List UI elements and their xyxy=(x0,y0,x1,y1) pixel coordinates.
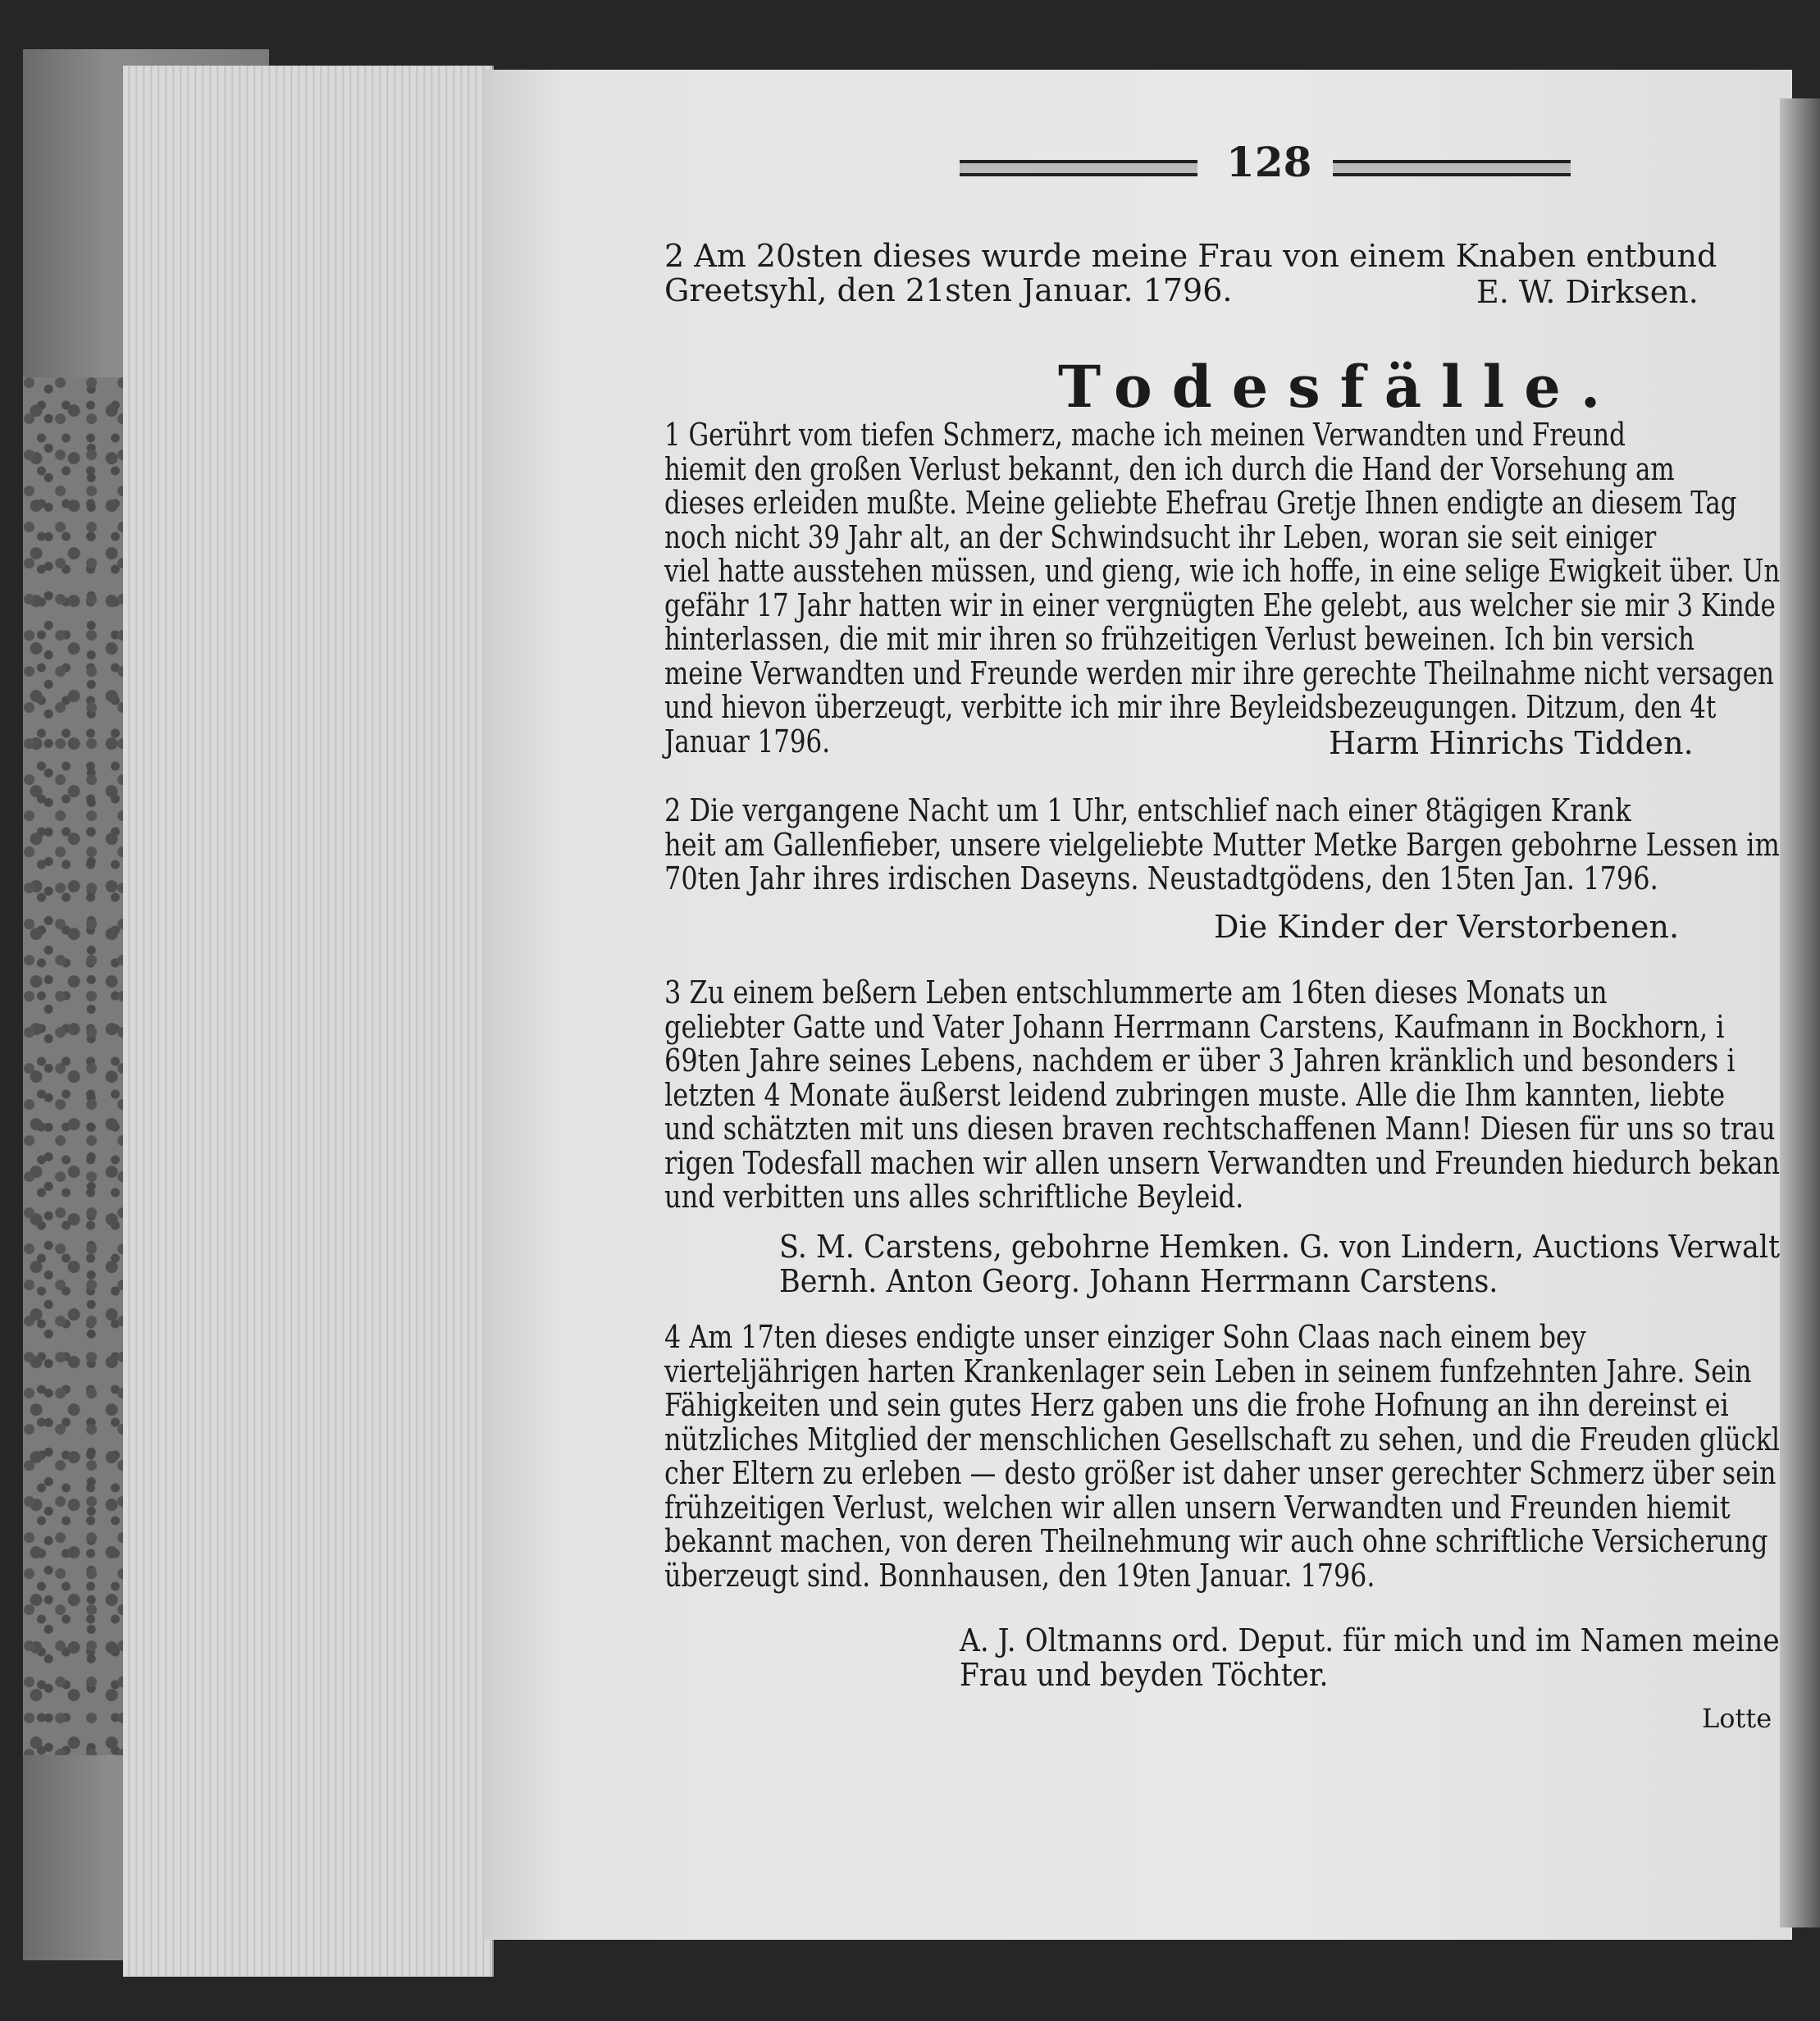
text-line: heit am Gallenfieber, unsere vielgeliebte Mutter Metke Bargen gebohrne Lessen im xyxy=(664,826,1780,863)
text-line: nützliches Mitglied der menschlichen Gesellschaft zu sehen, und die Freuden glückl xyxy=(664,1421,1780,1458)
text-line: frühzeitigen Verlust, welchen wir allen unsern Verwandten und Freunden hiemit xyxy=(664,1489,1731,1526)
text-line: viel hatte ausstehen müssen, und gieng, wie ich hoffe, in eine selige Ewigkeit über. Un xyxy=(664,553,1781,589)
page-edges xyxy=(123,66,494,1977)
text-line: geliebter Gatte und Vater Johann Herrmann Carstens, Kaufmann in Bockhorn, i xyxy=(664,1008,1725,1045)
text-line: dieses erleiden mußte. Meine geliebte Ehefrau Gretje Ihnen endigte an diesem Tag xyxy=(664,485,1737,521)
text-line: 4 Am 17ten dieses endigte unser einziger Sohn Claas nach einem bey xyxy=(664,1319,1586,1355)
signature-line: S. M. Carstens, gebohrne Hemken. G. von Lindern, Auctions Verwalt xyxy=(779,1229,1781,1265)
text-line: Fähigkeiten und sein gutes Herz gaben uns die frohe Hofnung an ihn dereinst ei xyxy=(664,1387,1729,1423)
text-line: und hievon überzeugt, verbitte ich mir ihre Beyleidsbezeugungen. Ditzum, den 4t xyxy=(664,689,1717,725)
text-line: Januar 1796. xyxy=(664,723,831,760)
death-notice-2 xyxy=(664,794,1820,896)
section-heading: Todesfälle. xyxy=(1058,353,1621,421)
text-line: bekannt machen, von deren Theilnehmung wir auch ohne schriftliche Versicherung xyxy=(664,1523,1768,1559)
page-number: 128 xyxy=(1226,138,1312,186)
text-line: hinterlassen, die mit mir ihren so frühzeitigen Verlust beweinen. Ich bin versich xyxy=(664,621,1695,657)
text-line: und schätzten mit uns diesen braven rechtschaffenen Mann! Diesen für uns so trau xyxy=(664,1111,1776,1147)
text-line: 1 Gerührt vom tiefen Schmerz, mache ich meinen Verwandten und Freund xyxy=(664,417,1626,453)
death-notice-4 xyxy=(664,1321,1820,1593)
text-line: meine Verwandten und Freunde werden mir ihre gerechte Theilnahme nicht versagen xyxy=(664,655,1774,691)
header-rule-right xyxy=(1333,160,1571,176)
text-line: 69ten Jahre seines Lebens, nachdem er über 3 Jahren kränklich und besonders i xyxy=(664,1042,1736,1079)
text-line: 70ten Jahr ihres irdischen Daseyns. Neustadtgödens, den 15ten Jan. 1796. xyxy=(664,860,1658,896)
catchword: Lotte xyxy=(1702,1703,1772,1734)
text-line: gefähr 17 Jahr hatten wir in einer vergnügten Ehe gelebt, aus welcher sie mir 3 Kinde xyxy=(664,586,1776,623)
death-notice-1-signature: Harm Hinrichs Tidden. xyxy=(1329,725,1694,761)
death-notice-2-signature: Die Kinder der Verstorbenen. xyxy=(1214,909,1680,945)
text-line: cher Eltern zu erleben — desto größer ist daher unser gerechter Schmerz über sein xyxy=(664,1455,1777,1491)
death-notice-1 xyxy=(664,418,1820,759)
text-line: rigen Todesfall machen wir allen unsern Verwandten und Freunden hiedurch bekan xyxy=(664,1144,1780,1181)
text-line: und verbitten uns alles schriftliche Beyleid. xyxy=(664,1179,1244,1215)
text-line: Greetsyhl, den 21sten Januar. 1796. xyxy=(664,271,1233,308)
text-line: 2 Die vergangene Nacht um 1 Uhr, entschlief nach einer 8tägigen Krank xyxy=(664,792,1631,828)
death-notice-4-signatures xyxy=(960,1624,1820,1692)
text-line: 2 Am 20sten dieses wurde meine Frau von einem Knaben entbund xyxy=(664,238,1717,274)
text-line: vierteljährigen harten Krankenlager sein Leben in seinem funfzehnten Jahre. Sein xyxy=(664,1353,1752,1389)
death-notice-3 xyxy=(664,976,1820,1215)
signature-line: Bernh. Anton Georg. Johann Herrmann Carstens. xyxy=(779,1262,1498,1299)
text-line: 3 Zu einem beßern Leben entschlummerte am 16ten dieses Monats un xyxy=(664,974,1608,1010)
text-line: letzten 4 Monate äußerst leidend zubringen muste. Alle die Ihm kannten, liebte xyxy=(664,1076,1726,1113)
text-line: hiemit den großen Verlust bekannt, den ich durch die Hand der Vorsehung am xyxy=(664,450,1675,487)
text-line: überzeugt sind. Bonnhausen, den 19ten Januar. 1796. xyxy=(664,1557,1375,1594)
death-notice-3-signatures xyxy=(779,1230,1820,1298)
birth-notice-signature: E. W. Dirksen. xyxy=(1476,274,1699,310)
signature-line: Frau und beyden Töchter. xyxy=(960,1656,1329,1693)
signature-line: A. J. Oltmanns ord. Deput. für mich und im Namen meine xyxy=(960,1622,1780,1658)
header-rule-left xyxy=(960,160,1197,176)
text-line: noch nicht 39 Jahr alt, an der Schwindsucht ihr Leben, woran sie seit einiger xyxy=(664,518,1657,555)
